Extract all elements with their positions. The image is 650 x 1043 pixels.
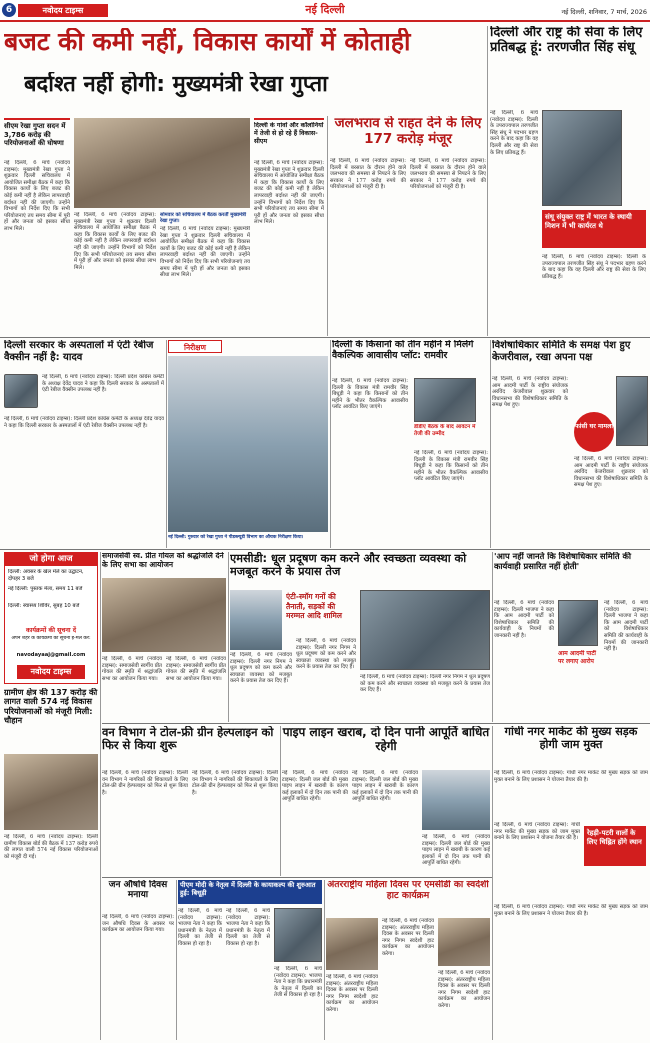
today-item: दिल्ली: अवसर के खेल मेले का उद्घाटन, दोपहर 3 बजे — [8, 569, 84, 582]
sandhu-body-2: नई दिल्ली, 6 मार्च (नवोदय टाइम्स): दिल्ली के उपराज्यपाल तरणजीत सिंह संधू ने पदभार ग्रहण करने के बाद कहा कि वह दिल्ली और राष्ट्र की सेवा के लिए प्रतिबद्ध हैं। — [542, 254, 646, 280]
city-label: नई दिल्ली — [305, 3, 345, 16]
paper-logo — [18, 4, 108, 17]
inspection-photo — [168, 356, 328, 532]
gandhi-body-3: नई दिल्ली, 6 मार्च (नवोदय टाइम्स): गांधी नगर मार्केट की मुख्य सड़क को जाम मुक्त बनाने के लिए प्रशासन ने योजना तैयार की है। — [494, 904, 648, 917]
vaccine-body: नई दिल्ली, 6 मार्च (नवोदय टाइम्स): दिल्ली प्रदेश कांग्रेस कमेटी के अध्यक्ष देवेंद्र यादव ने कहा कि दिल्ली सरकार के अस्पतालों में एंटी रेबीज वैक्सीन उपलब्ध नहीं है। — [42, 374, 164, 394]
dateline: नई दिल्ली, शनिवार, 7 मार्च, 2026 — [561, 8, 647, 16]
pm-body-2: नई दिल्ली, 6 मार्च (नवोदय टाइम्स): भाजपा नेता ने कहा कि प्रधानमंत्री के नेतृत्व में दिल्ली का तेजी से विकास हो रहा है। — [226, 908, 270, 947]
farmers-box: डीडीए बैठक के बाद आवंटन में तेजी की उम्मीद — [414, 424, 476, 437]
tribute-article — [102, 552, 226, 722]
mcd-photo — [230, 590, 282, 650]
privilege-headline: विशेषाधिकार समिति के समक्ष पेश हुए केजरीवाल, रखा अपना पक्ष — [492, 340, 631, 363]
flood-headline: जलभराव से राहत देने के लिए 177 करोड़ मंजूर — [334, 116, 482, 147]
lead-caption: सोमवार को सचिवालय में बैठक करतीं मुख्यमंत्री रेखा गुप्ता। — [160, 212, 247, 224]
pipe-body: नई दिल्ली, 6 मार्च (नवोदय टाइम्स): दिल्ली जल बोर्ड की मुख्य पाइप लाइन में खराबी के कारण कई इलाकों में दो दिन तक पानी की आपूर्ति बाधित रहेगी। — [282, 770, 348, 803]
gandhi-box-text: रेहड़ी-पटरी वालों के लिए चिह्नित होंगे स्थान — [587, 829, 642, 846]
pm-photo — [274, 908, 322, 962]
lead-photo — [74, 118, 250, 208]
gramin-body: नई दिल्ली, 6 मार्च (नवोदय टाइम्स): दिल्ली ग्रामीण विकास बोर्ड की बैठक में 137 करोड़ रुपये की लागत वाली 574 नई विकास परियोजनाओं को मंजूरी दी गई। — [4, 834, 98, 860]
today-item: दिल्ली: स्वास्थ्य शिविर, सुबह 10 बजे — [8, 603, 80, 609]
sandhu-article — [490, 24, 648, 336]
privilege-tag-text: फांसी घर मामला — [574, 423, 614, 430]
aap-headline: 'आप नहीं जानते कि विशेषाधिकार समिति की कार्यवाही प्रसारित नहीं होती' — [494, 552, 632, 571]
gandhi-article — [494, 726, 648, 1040]
pipe-body-3: नई दिल्ली, 6 मार्च (नवोदय टाइम्स): दिल्ली जल बोर्ड की मुख्य पाइप लाइन में खराबी के कारण कई इलाकों में दो दिन तक पानी की आपूर्ति बाधित रहेगी। — [422, 834, 490, 867]
inspection-block — [168, 340, 328, 548]
lead-article — [4, 24, 484, 114]
janaushadhi-article — [102, 880, 174, 1040]
lead-box — [254, 118, 324, 158]
tribute-body-2: नई दिल्ली, 6 मार्च (नवोदय टाइम्स): समाजसेवी स्वर्गीय प्रीत गोयल की स्मृति में श्रद्धांजलि सभा का आयोजन किया गया। — [166, 656, 226, 682]
women-headline: अंतरराष्ट्रीय महिला दिवस पर एमसीडी का स्वदेशी हाट कार्यक्रम — [327, 880, 489, 901]
privilege-body-2: नई दिल्ली, 6 मार्च (नवोदय टाइम्स): आम आदमी पार्टी के राष्ट्रीय संयोजक अरविंद केजरीवाल शुक्रवार को विधानसभा की विशेषाधिकार समिति के समक्ष पेश हुए। — [574, 456, 648, 489]
inspection-caption: नई दिल्ली: गुरुवार को रेखा गुप्ता ने पीडब्ल्यूडी विभाग का औचक निरीक्षण किया। — [168, 535, 304, 540]
pm-body-3: नई दिल्ली, 6 मार्च (नवोदय टाइम्स): भाजपा नेता ने कहा कि प्रधानमंत्री के नेतृत्व में दिल्ली का तेजी से विकास हो रहा है। — [274, 966, 322, 999]
aap-tag: आम आदमी पार्टी पर लगाए आरोप — [558, 650, 596, 665]
privilege-body: नई दिल्ली, 6 मार्च (नवोदय टाइम्स): आम आदमी पार्टी के राष्ट्रीय संयोजक अरविंद केजरीवाल शुक्रवार को विधानसभा की विशेषाधिकार समिति के समक्ष पेश हुए। — [492, 376, 568, 409]
gramin-headline: ग्रामीण क्षेत्र की 137 करोड़ की लागत वाली 574 नई विकास परियोजनाओं को मंजूरी मिली: चौहान — [4, 688, 98, 725]
women-article — [326, 880, 490, 1040]
janaushadhi-body: नई दिल्ली, 6 मार्च (नवोदय टाइम्स): जन औषधि दिवस के अवसर पर कार्यक्रम का आयोजन किया गया। — [102, 914, 174, 934]
aap-body: नई दिल्ली, 6 मार्च (नवोदय टाइम्स): दिल्ली भाजपा ने कहा कि आम आदमी पार्टी को विशेषाधिकार समिति की कार्यवाही के नियमों की जानकारी नहीं है। — [494, 600, 554, 639]
farmers-body-2: नई दिल्ली, 6 मार्च (नवोदय टाइम्स): दिल्ली के विकास मंत्री रामवीर सिंह बिधूड़ी ने कहा कि किसानों को तीन महीने के भीतर वैकल्पिक आवासीय प्लॉट आवंटित किए जाएंगे। — [414, 450, 488, 483]
pipe-headline: पाइप लाइन खराब, दो दिन पानी आपूर्ति बाधित रहेगी — [282, 726, 490, 753]
vaccine-article — [4, 340, 164, 548]
lead-headline-2: बर्दाश्त नहीं होगी: मुख्यमंत्री रेखा गुप्ता — [24, 72, 328, 97]
sandhu-photo — [542, 110, 622, 206]
pipe-article — [282, 726, 490, 876]
page-number: 6 — [2, 3, 16, 17]
privilege-article — [492, 340, 648, 548]
today-item: नई दिल्ली: पुस्तक मेला, समय 11 बजे — [8, 586, 83, 592]
gandhi-headline: गांधी नगर मार्केट की मुख्य सड़क होगी जाम मुक्त — [504, 726, 638, 751]
privilege-photo — [616, 376, 648, 446]
forest-article — [102, 726, 278, 876]
mcd-headline: एमसीडी: धूल प्रदूषण कम करने और स्वच्छता व्यवस्था को मजबूत करने के प्रयास तेज — [230, 552, 467, 578]
gandhi-body-2: नई दिल्ली, 6 मार्च (नवोदय टाइम्स): गांधी नगर मार्केट की मुख्य सड़क को जाम मुक्त बनाने के लिए प्रशासन ने योजना तैयार की है। — [494, 822, 580, 842]
gramin-article — [4, 688, 98, 1040]
sandhu-quote-text: संधू संयुक्त राष्ट्र में भारत के स्थायी मिशन में भी कार्यरत थे — [545, 213, 632, 230]
lead-subhead — [4, 118, 70, 158]
gandhi-body: नई दिल्ली, 6 मार्च (नवोदय टाइम्स): गांधी नगर मार्केट की मुख्य सड़क को जाम मुक्त बनाने के लिए प्रशासन ने योजना तैयार की है। — [494, 770, 648, 783]
farmers-article — [332, 340, 488, 548]
mcd-sub: एंटी-स्मॉग गनों की तैनाती, सड़कों की मरम्मत आदि शामिल — [286, 592, 342, 620]
today-box — [4, 552, 98, 684]
flood-article — [330, 114, 486, 336]
pipe-photo — [422, 770, 490, 830]
aap-article — [494, 552, 648, 722]
mcd-article — [230, 552, 490, 722]
tribute-photo — [102, 578, 226, 652]
lead-body-col1: नई दिल्ली, 6 मार्च (नवोदय टाइम्स): मुख्यमंत्री रेखा गुप्ता ने शुक्रवार दिल्ली सचिवालय में आयोजित समीक्षा बैठक में कहा कि विकास कार्यों के लिए बजट की कोई कमी नहीं है लेकिन लापरवाही बर्दाश्त नहीं की जाएगी। उन्होंने विभागों को निर्देश दिए कि सभी परियोजनाएं तय समय सीमा में पूरी हों और जनता को इसका सीधा लाभ मिले। — [4, 160, 70, 232]
gandhi-box — [584, 826, 646, 866]
flood-body-1: नई दिल्ली, 6 मार्च (नवोदय टाइम्स): दिल्ली में बरसात के दौरान होने वाले जलभराव की समस्या से निपटने के लिए सरकार ने 177 करोड़ रुपये की परियोजनाओं को मंजूरी दी है। — [330, 158, 406, 191]
program-body: अपने शहर के कार्यक्रमों की सूचना ई-मेल करें: — [11, 636, 91, 641]
pm-headline: पीएम मोदी के नेतृत्व में दिल्ली के कायाकल्प की शुरुआत हुई: बिधूड़ी — [178, 880, 322, 904]
program-email: navodayaaj@gmail.com — [16, 652, 86, 658]
women-body-2: नई दिल्ली, 6 मार्च (नवोदय टाइम्स): अंतरराष्ट्रीय महिला दिवस के अवसर पर दिल्ली नगर निगम स्वदेशी हाट कार्यक्रम का आयोजन करेगा। — [326, 974, 378, 1013]
flood-body-2: नई दिल्ली, 6 मार्च (नवोदय टाइम्स): दिल्ली में बरसात के दौरान होने वाले जलभराव की समस्या से निपटने के लिए सरकार ने 177 करोड़ रुपये की परियोजनाओं को मंजूरी दी है। — [410, 158, 486, 191]
forest-body: नई दिल्ली, 6 मार्च (नवोदय टाइम्स): दिल्ली वन विभाग ने नागरिकों की शिकायतों के लिए टोल-फ्री ग्रीन हेल्पलाइन को फिर से शुरू किया है। — [102, 770, 188, 796]
tribute-body: नई दिल्ली, 6 मार्च (नवोदय टाइम्स): समाजसेवी स्वर्गीय प्रीत गोयल की स्मृति में श्रद्धांजलि सभा का आयोजन किया गया। — [102, 656, 162, 682]
farmers-headline: दिल्ली के किसानों को तीन महीने में मिलेंगे वैकल्पिक आवासीय प्लॉट: रामवीर — [332, 340, 474, 361]
farmers-photo — [414, 378, 476, 422]
women-body-3: नई दिल्ली, 6 मार्च (नवोदय टाइम्स): अंतरराष्ट्रीय महिला दिवस के अवसर पर दिल्ली नगर निगम स्वदेशी हाट कार्यक्रम का आयोजन करेगा। — [438, 970, 490, 1009]
sandhu-body: नई दिल्ली, 6 मार्च (नवोदय टाइम्स): दिल्ली के उपराज्यपाल तरणजीत सिंह संधू ने पदभार ग्रहण करने के बाद कहा कि वह दिल्ली और राष्ट्र की सेवा के लिए प्रतिबद्ध हैं। — [490, 110, 538, 156]
farmers-body: नई दिल्ली, 6 मार्च (नवोदय टाइम्स): दिल्ली के विकास मंत्री रामवीर सिंह बिधूड़ी ने कहा कि किसानों को तीन महीने के भीतर वैकल्पिक आवासीय प्लॉट आवंटित किए जाएंगे। — [332, 378, 408, 411]
mcd-body-3: नई दिल्ली, 6 मार्च (नवोदय टाइम्स): दिल्ली नगर निगम ने धूल प्रदूषण को कम करने और स्वच्छता व्यवस्था को मजबूत करने के प्रयास तेज कर दिए हैं। — [360, 674, 490, 694]
pipe-body-2: नई दिल्ली, 6 मार्च (नवोदय टाइम्स): दिल्ली जल बोर्ड की मुख्य पाइप लाइन में खराबी के कारण कई इलाकों में दो दिन तक पानी की आपूर्ति बाधित रहेगी। — [352, 770, 418, 803]
mcd-body: नई दिल्ली, 6 मार्च (नवोदय टाइम्स): दिल्ली नगर निगम ने धूल प्रदूषण को कम करने और स्वच्छता व्यवस्था को मजबूत करने के प्रयास तेज कर दिए हैं। — [230, 652, 292, 685]
lead-box-text: दिल्ली के गांवों और कॉलोनियों में तेजी से हो रहे हैं विकास- सीएम — [254, 122, 324, 145]
janaushadhi-headline: जन औषधि दिवस मनाया — [108, 880, 168, 901]
forest-headline: वन विभाग ने टोल-फ्री ग्रीन हेल्पलाइन को फिर से किया शुरू — [102, 726, 274, 753]
privilege-tag — [574, 412, 614, 452]
women-body: नई दिल्ली, 6 मार्च (नवोदय टाइम्स): अंतरराष्ट्रीय महिला दिवस के अवसर पर दिल्ली नगर निगम स्वदेशी हाट कार्यक्रम का आयोजन करेगा। — [382, 918, 434, 957]
women-photo — [326, 918, 378, 970]
vaccine-headline: दिल्ली सरकार के अस्पतालों में एंटी रेबीज वैक्सीन नहीं है: यादव — [4, 340, 154, 363]
pm-body: नई दिल्ली, 6 मार्च (नवोदय टाइम्स): भाजपा नेता ने कहा कि प्रधानमंत्री के नेतृत्व में दिल्ली का तेजी से विकास हो रहा है। — [178, 908, 222, 947]
lead-body-col3: नई दिल्ली, 6 मार्च (नवोदय टाइम्स): मुख्यमंत्री रेखा गुप्ता ने शुक्रवार दिल्ली सचिवालय में आयोजित समीक्षा बैठक में कहा कि विकास कार्यों के लिए बजट की कोई कमी नहीं है लेकिन लापरवाही बर्दाश्त नहीं की जाएगी। उन्होंने विभागों को निर्देश दिए कि सभी परियोजनाएं तय समय सीमा में पूरी हों और जनता को इसका सीधा लाभ मिले। — [160, 226, 250, 279]
sandhu-quote — [542, 210, 646, 248]
masthead — [0, 0, 650, 20]
lead-subhead-text: सीएम रेखा गुप्ता सदन में 3,786 करोड़ की परियोजनाओं की घोषणा — [4, 122, 66, 147]
lead-body-col2: नई दिल्ली, 6 मार्च (नवोदय टाइम्स): मुख्यमंत्री रेखा गुप्ता ने शुक्रवार दिल्ली सचिवालय में आयोजित समीक्षा बैठक में कहा कि विकास कार्यों के लिए बजट की कोई कमी नहीं है लेकिन लापरवाही बर्दाश्त नहीं की जाएगी। उन्होंने विभागों को निर्देश दिए कि सभी परियोजनाएं तय समय सीमा में पूरी हों और जनता को इसका सीधा लाभ मिले। — [74, 212, 156, 271]
program-title: कार्यक्रमों की सूचना दें — [25, 627, 77, 634]
program-logo: नवोदय टाइम्स — [17, 665, 85, 679]
aap-body-2: नई दिल्ली, 6 मार्च (नवोदय टाइम्स): दिल्ली भाजपा ने कहा कि आम आदमी पार्टी को विशेषाधिकार समिति की कार्यवाही के नियमों की जानकारी नहीं है। — [604, 600, 648, 653]
forest-body-2: नई दिल्ली, 6 मार्च (नवोदय टाइम्स): दिल्ली वन विभाग ने नागरिकों की शिकायतों के लिए टोल-फ्री ग्रीन हेल्पलाइन को फिर से शुरू किया है। — [192, 770, 278, 796]
tribute-headline: समाजसेवी स्व. प्रीत गोयल को श्रद्धांजलि देने के लिए सभा का आयोजन — [102, 552, 224, 569]
aap-photo — [558, 600, 598, 646]
mcd-body-2: नई दिल्ली, 6 मार्च (नवोदय टाइम्स): दिल्ली नगर निगम ने धूल प्रदूषण को कम करने और स्वच्छता व्यवस्था को मजबूत करने के प्रयास तेज कर दिए हैं। — [296, 638, 356, 671]
mcd-photo-2 — [360, 590, 490, 670]
lead-headline-1: बजट की कमी नहीं, विकास कार्यों में कोताही — [4, 28, 411, 56]
sandhu-headline: दिल्ली और राष्ट्र की सेवा के लिए प्रतिबद्ध हूं: तरणजीत सिंह संधू — [490, 26, 643, 55]
vaccine-photo — [4, 374, 38, 408]
today-title: जो होगा आज — [5, 553, 97, 566]
inspection-tag: निरीक्षण — [168, 340, 222, 353]
pm-article — [178, 880, 322, 1040]
lead-body-col4: नई दिल्ली, 6 मार्च (नवोदय टाइम्स): मुख्यमंत्री रेखा गुप्ता ने शुक्रवार दिल्ली सचिवालय में आयोजित समीक्षा बैठक में कहा कि विकास कार्यों के लिए बजट की कोई कमी नहीं है लेकिन लापरवाही बर्दाश्त नहीं की जाएगी। उन्होंने विभागों को निर्देश दिए कि सभी परियोजनाएं तय समय सीमा में पूरी हों और जनता को इसका सीधा लाभ मिले। — [254, 160, 324, 226]
women-photo-2 — [438, 918, 490, 966]
vaccine-body-2: नई दिल्ली, 6 मार्च (नवोदय टाइम्स): दिल्ली प्रदेश कांग्रेस कमेटी के अध्यक्ष देवेंद्र यादव ने कहा कि दिल्ली सरकार के अस्पतालों में एंटी रेबीज वैक्सीन उपलब्ध नहीं है। — [4, 416, 164, 429]
gramin-photo — [4, 754, 98, 830]
paper-name: नवोदय टाइम्स — [42, 6, 84, 15]
